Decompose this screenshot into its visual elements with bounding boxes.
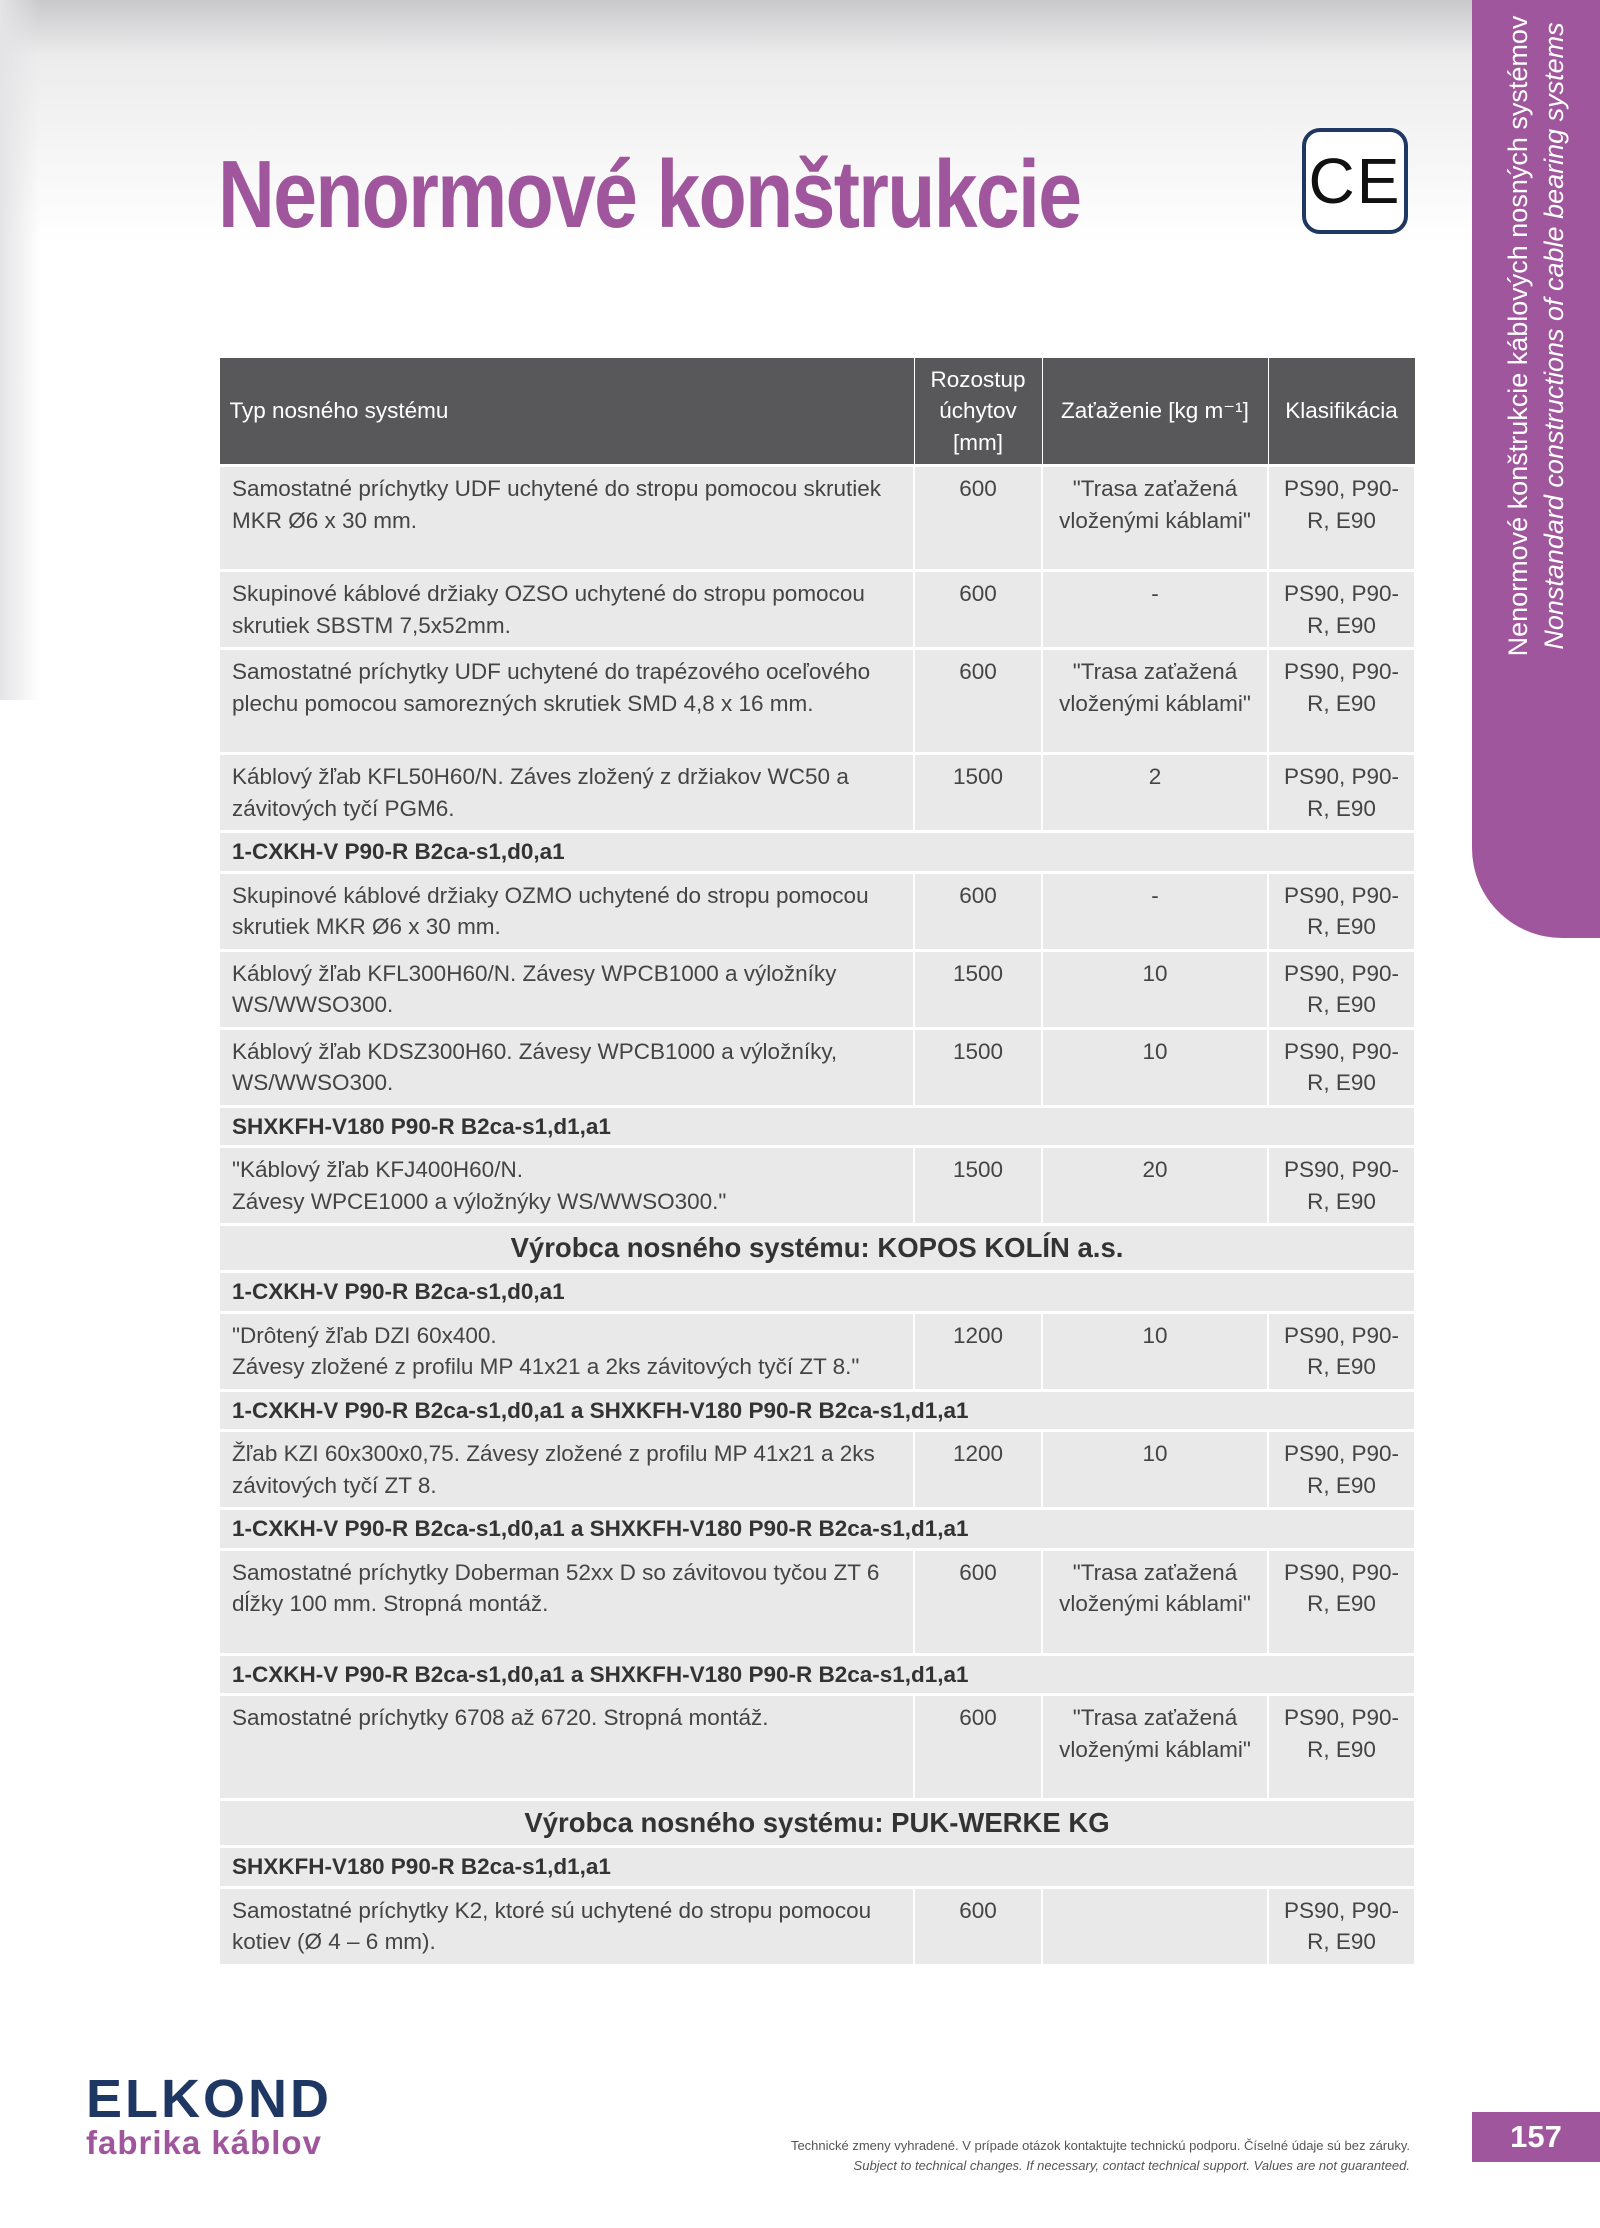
row-spacing: 1200 [914,1431,1042,1509]
table-row [219,1887,1415,1964]
table-row [219,466,1415,571]
row-classification: PS90, P90-R, E90 [1268,649,1415,754]
left-shade [0,0,40,700]
row-load: - [1042,872,1268,950]
section-row [219,1509,1415,1550]
header-load: Zaťaženie [kg m⁻¹] [1042,358,1268,466]
section-label: SHXKFH-V180 P90-R B2ca-s1,d1,a1 [219,1106,1415,1147]
table-row [219,872,1415,950]
section-label: 1-CXKH-V P90-R B2ca-s1,d0,a1 a SHXKFH-V180 P90-R B2ca-s1,d1,a1 [219,1509,1415,1550]
table-row [219,571,1415,649]
section-label: 1-CXKH-V P90-R B2ca-s1,d0,a1 a SHXKFH-V180 P90-R B2ca-s1,d1,a1 [219,1654,1415,1695]
row-description: Samostatné príchytky K2, ktoré sú uchytené do stropu pomocou kotiev (Ø 4 – 6 mm). [219,1887,914,1964]
row-classification: PS90, P90-R, E90 [1268,571,1415,649]
row-spacing: 600 [914,649,1042,754]
row-description: Káblový žľab KDSZ300H60. Závesy WPCB1000 a výložníky, WS/WWSO300. [219,1028,914,1106]
row-spacing: 1500 [914,754,1042,832]
elkond-logo: ELKOND [86,2069,332,2129]
row-classification: PS90, P90-R, E90 [1268,754,1415,832]
row-classification: PS90, P90-R, E90 [1268,1887,1415,1964]
row-description: Skupinové káblové držiaky OZSO uchytené do stropu pomocou skrutiek SBSTM 7,5x52mm. [219,571,914,649]
section-label: 1-CXKH-V P90-R B2ca-s1,d0,a1 [219,832,1415,873]
section-row [219,832,1415,873]
side-label [1500,16,1572,657]
header-type: Typ nosného systému [219,358,914,466]
section-row [219,1390,1415,1431]
row-spacing: 600 [914,1887,1042,1964]
footer-note-sk: Technické zmeny vyhradené. V prípade otázok kontaktujte technickú podporu. Číselné údaje sú bez záruky. [790,2138,1410,2153]
row-spacing: 600 [914,1549,1042,1654]
row-load: "Trasa zaťažená vloženými káblami" [1042,1695,1268,1800]
row-spacing: 600 [914,466,1042,571]
row-classification: PS90, P90-R, E90 [1268,950,1415,1028]
row-load [1042,1887,1268,1964]
table-row [219,1147,1415,1225]
footer-note-en: Subject to technical changes. If necessary, contact technical support. Values are not guaranteed. [853,2158,1410,2173]
row-description: Káblový žľab KFL50H60/N. Záves zložený z držiakov WC50 a závitových tyčí PGM6. [219,754,914,832]
row-load: 2 [1042,754,1268,832]
section-label: SHXKFH-V180 P90-R B2ca-s1,d1,a1 [219,1847,1415,1888]
row-description: "Káblový žľab KFJ400H60/N. Závesy WPCE1000 a výložnýky WS/WWSO300." [219,1147,914,1225]
side-label-en: Nonstandard constructions of cable bearing systems [1539,22,1569,650]
row-load: 10 [1042,1028,1268,1106]
table-row [219,1695,1415,1800]
manufacturer-label: Výrobca nosného systému: KOPOS KOLÍN a.s. [219,1225,1415,1272]
row-classification: PS90, P90-R, E90 [1268,1549,1415,1654]
row-spacing: 600 [914,571,1042,649]
table-row [219,950,1415,1028]
table-header-row [219,358,1415,466]
section-label: 1-CXKH-V P90-R B2ca-s1,d0,a1 [219,1272,1415,1313]
row-spacing: 1200 [914,1312,1042,1390]
section-row [219,1654,1415,1695]
elkond-logo-subtitle: fabrika káblov [86,2124,322,2161]
row-classification: PS90, P90-R, E90 [1268,872,1415,950]
row-description: Skupinové káblové držiaky OZMO uchytené do stropu pomocou skrutiek MKR Ø6 x 30 mm. [219,872,914,950]
table-row [219,1431,1415,1509]
row-load: 10 [1042,950,1268,1028]
row-classification: PS90, P90-R, E90 [1268,1147,1415,1225]
section-label: 1-CXKH-V P90-R B2ca-s1,d0,a1 a SHXKFH-V180 P90-R B2ca-s1,d1,a1 [219,1390,1415,1431]
row-load: 10 [1042,1312,1268,1390]
manufacturer-row [219,1800,1415,1847]
row-description: "Drôtený žľab DZI 60x400. Závesy zložené z profilu MP 41x21 a 2ks závitových tyčí ZT 8." [219,1312,914,1390]
row-description: Samostatné príchytky Doberman 52xx D so závitovou tyčou ZT 6 dĺžky 100 mm. Stropná montáž. [219,1549,914,1654]
row-spacing: 1500 [914,950,1042,1028]
row-load: - [1042,571,1268,649]
row-description: Káblový žľab KFL300H60/N. Závesy WPCB1000 a výložníky WS/WWSO300. [219,950,914,1028]
row-load: "Trasa zaťažená vloženými káblami" [1042,1549,1268,1654]
row-classification: PS90, P90-R, E90 [1268,1695,1415,1800]
row-load: 10 [1042,1431,1268,1509]
row-classification: PS90, P90-R, E90 [1268,1028,1415,1106]
manufacturer-label: Výrobca nosného systému: PUK-WERKE KG [219,1800,1415,1847]
row-load: "Trasa zaťažená vloženými káblami" [1042,466,1268,571]
section-row [219,1847,1415,1888]
row-description: Samostatné príchytky UDF uchytené do stropu pomocou skrutiek MKR Ø6 x 30 mm. [219,466,914,571]
manufacturer-row [219,1225,1415,1272]
table-row [219,649,1415,754]
table-body [219,466,1415,1964]
section-row [219,1106,1415,1147]
row-load: "Trasa zaťažená vloženými káblami" [1042,649,1268,754]
table-row [219,1549,1415,1654]
row-spacing: 600 [914,872,1042,950]
header-classification: Klasifikácia [1268,358,1415,466]
row-classification: PS90, P90-R, E90 [1268,1431,1415,1509]
side-label-sk: Nenormové konštrukcie káblových nosných systémov [1503,15,1533,657]
page-title: Nenormové konštrukcie [218,141,1081,248]
row-description: Samostatné príchytky 6708 až 6720. Stropná montáž. [219,1695,914,1800]
table-row [219,754,1415,832]
row-classification: PS90, P90-R, E90 [1268,1312,1415,1390]
table-row [219,1312,1415,1390]
row-load: 20 [1042,1147,1268,1225]
header-spacing: Rozostup úchytov [mm] [914,358,1042,466]
row-classification: PS90, P90-R, E90 [1268,466,1415,571]
row-description: Samostatné príchytky UDF uchytené do trapézového oceľového plechu pomocou samorezných skrutiek SMD 4,8 x 16 mm. [219,649,914,754]
row-spacing: 1500 [914,1028,1042,1106]
row-spacing: 1500 [914,1147,1042,1225]
row-description: Žľab KZI 60x300x0,75. Závesy zložené z profilu MP 41x21 a 2ks závitových tyčí ZT 8. [219,1431,914,1509]
page-number: 157 [1472,2112,1600,2162]
table-row [219,1028,1415,1106]
section-row [219,1272,1415,1313]
systems-table [218,357,1416,1964]
row-spacing: 600 [914,1695,1042,1800]
ce-mark-icon: CE [1302,128,1408,234]
